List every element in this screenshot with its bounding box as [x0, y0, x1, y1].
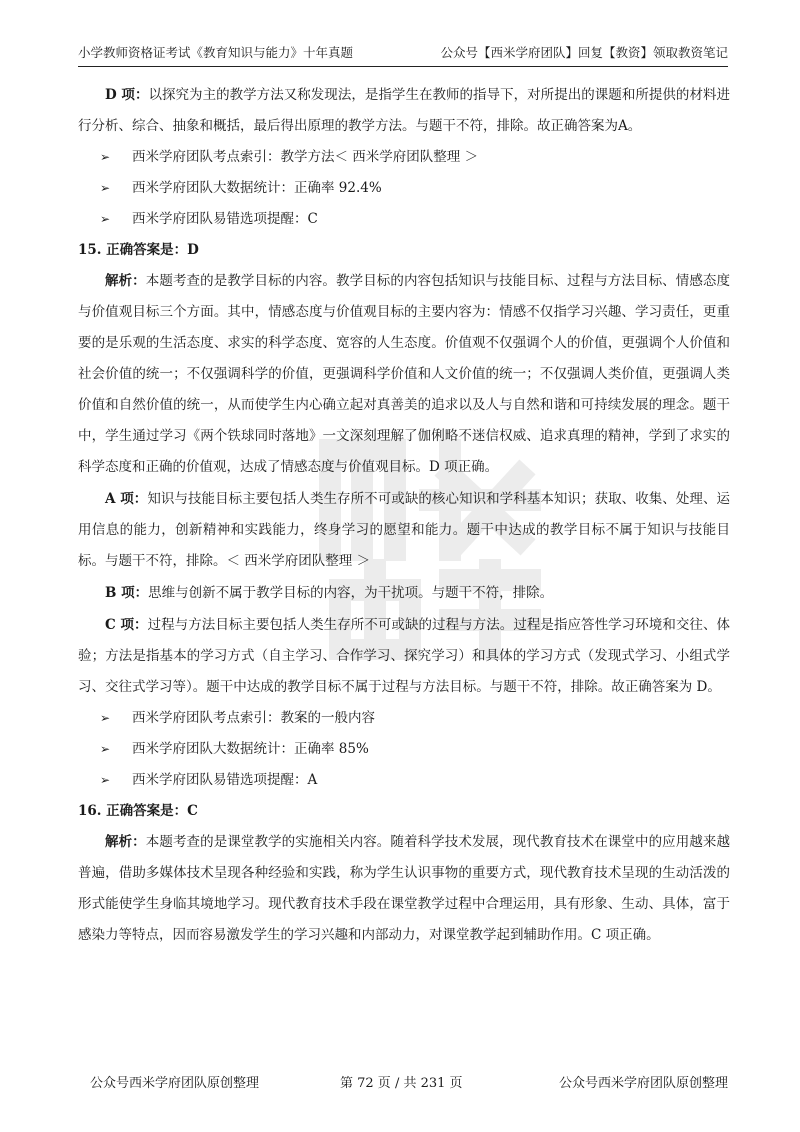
bullet-text: 西米学府团队大数据统计：正确率 85% — [132, 741, 369, 757]
footer-right: 公众号西米学府团队原创整理 — [558, 1076, 728, 1091]
arrow-bullet-icon: ➢ — [100, 181, 111, 195]
q15-analysis-label: 解析： — [105, 273, 146, 289]
bullet-text: 西米学府团队易错选项提醒：C — [132, 211, 318, 227]
header-book-title: 小学教师资格证考试《教育知识与能力》十年真题 — [78, 45, 354, 60]
q14-bullet-index — [78, 142, 730, 173]
q14-option-d — [78, 80, 730, 142]
q15-option-c — [78, 610, 730, 703]
q15-option-a-text: 知识与技能目标主要包括人类生存所不可或缺的核心知识和学科基本知识；获取、收集、处理、运用信息的能力，创新精神和实践能力，终身学习的愿望和能力。题干中达成的教学目标不属于知识与技能目标。与题干不符，排除。＜ 西米学府团队整理 ＞ — [78, 491, 731, 569]
q15-bullet-error — [78, 765, 730, 796]
bullet-text: 西米学府团队易错选项提醒：A — [132, 772, 318, 788]
q14-option-d-label: D 项： — [105, 87, 149, 103]
q15-option-a-label: A 项： — [105, 491, 148, 507]
q16-analysis-label: 解析： — [105, 834, 146, 850]
q15-analysis-text: 本题考查的是教学目标的内容。教学目标的内容包括知识与技能目标、过程与方法目标、情感态度与价值观目标三个方面。其中，情感态度与价值观目标的主要内容为：情感不仅指学习兴趣、学习责任，更重要的是乐观的生活态度、求实的科学态度、宽容的人生态度。价值观不仅强调个人的价值，更强调个人价值和社会价值的统一；不仅强调科学的价值，更强调科学价值和人文价值的统一；不仅强调人类价值，更强调人类价值和自然价值的统一，从而使学生内心确立起对真善美的追求以及人与自然和谐和可持续发展的理念。题干中，学生通过学习《两个铁球同时落地》一文深刻理解了伽俐略不迷信权威、追求真理的精神，学到了求实的科学态度和正确的价值观，达成了情感态度与价值观目标。D 项正确。 — [78, 273, 731, 475]
q15-analysis — [78, 266, 730, 483]
q15-option-c-label: C 项： — [105, 617, 148, 633]
page-number: 第 72 页 / 共 231 页 — [340, 1076, 463, 1091]
arrow-bullet-icon: ➢ — [100, 711, 111, 725]
q16-analysis-text: 本题考查的是课堂教学的实施相关内容。随着科学技术发展，现代教育技术在课堂中的应用越来越普遍，借助多媒体技术呈现各种经验和实践，称为学生认识事物的重要方式，现代教育技术呈现的生动活泼的形式能使学生身临其境地学习。现代教育技术手段在课堂教学过程中合理运用，具有形象、生动、具体，富于感染力等特点，因而容易激发学生的学习兴趣和内部动力，对课堂教学起到辅助作用。C 项正确。 — [78, 834, 731, 943]
arrow-bullet-icon: ➢ — [100, 212, 111, 226]
q14-bullet-stats — [78, 173, 730, 204]
bullet-text: 西米学府团队大数据统计：正确率 92.4% — [132, 180, 382, 196]
page-header — [78, 40, 728, 67]
page-content — [78, 80, 730, 951]
arrow-bullet-icon: ➢ — [100, 742, 111, 756]
footer-left: 公众号西米学府团队原创整理 — [90, 1076, 260, 1091]
q14-option-d-text: 以探究为主的教学方法又称发现法，是指学生在教师的指导下，对所提出的课题和所提供的材料进行分析、综合、抽象和概括，最后得出原理的教学方法。与题干不符，排除。故正确答案为A。 — [78, 87, 730, 134]
q15-option-c-text: 过程与方法目标主要包括人类生存所不可或缺的过程与方法。过程是指应答性学习环境和交往、体验；方法是指基本的学习方式（自主学习、合作学习、探究学习）和具体的学习方式（发现式学习、小组式学习、交往式学习等）。题干中达成的教学目标不属于过程与方法目标。与题干不符，排除。故正确答案为 D。 — [78, 617, 731, 695]
arrow-bullet-icon: ➢ — [100, 773, 111, 787]
header-promo: 公众号【西米学府团队】回复【教资】领取教资笔记 — [440, 45, 728, 60]
q15-option-a — [78, 484, 730, 577]
q15-option-b — [78, 578, 730, 609]
q14-bullet-error — [78, 204, 730, 235]
q15-title: 15. 正确答案是：D — [78, 242, 199, 258]
q15-option-b-label: B 项： — [105, 585, 149, 601]
q16-title: 16. 正确答案是：C — [78, 803, 198, 819]
bullet-text: 西米学府团队考点索引：教学方法＜ 西米学府团队整理 ＞ — [132, 149, 479, 165]
q15-bullet-index — [78, 703, 730, 734]
q15-option-b-text: 思维与创新不属于教学目标的内容，为干扰项。与题干不符，排除。 — [148, 585, 554, 601]
q16-analysis — [78, 827, 730, 951]
bullet-text: 西米学府团队考点索引：教案的一般内容 — [132, 710, 375, 726]
q15-bullet-stats — [78, 734, 730, 765]
arrow-bullet-icon: ➢ — [100, 150, 111, 164]
page-footer — [78, 1072, 728, 1094]
